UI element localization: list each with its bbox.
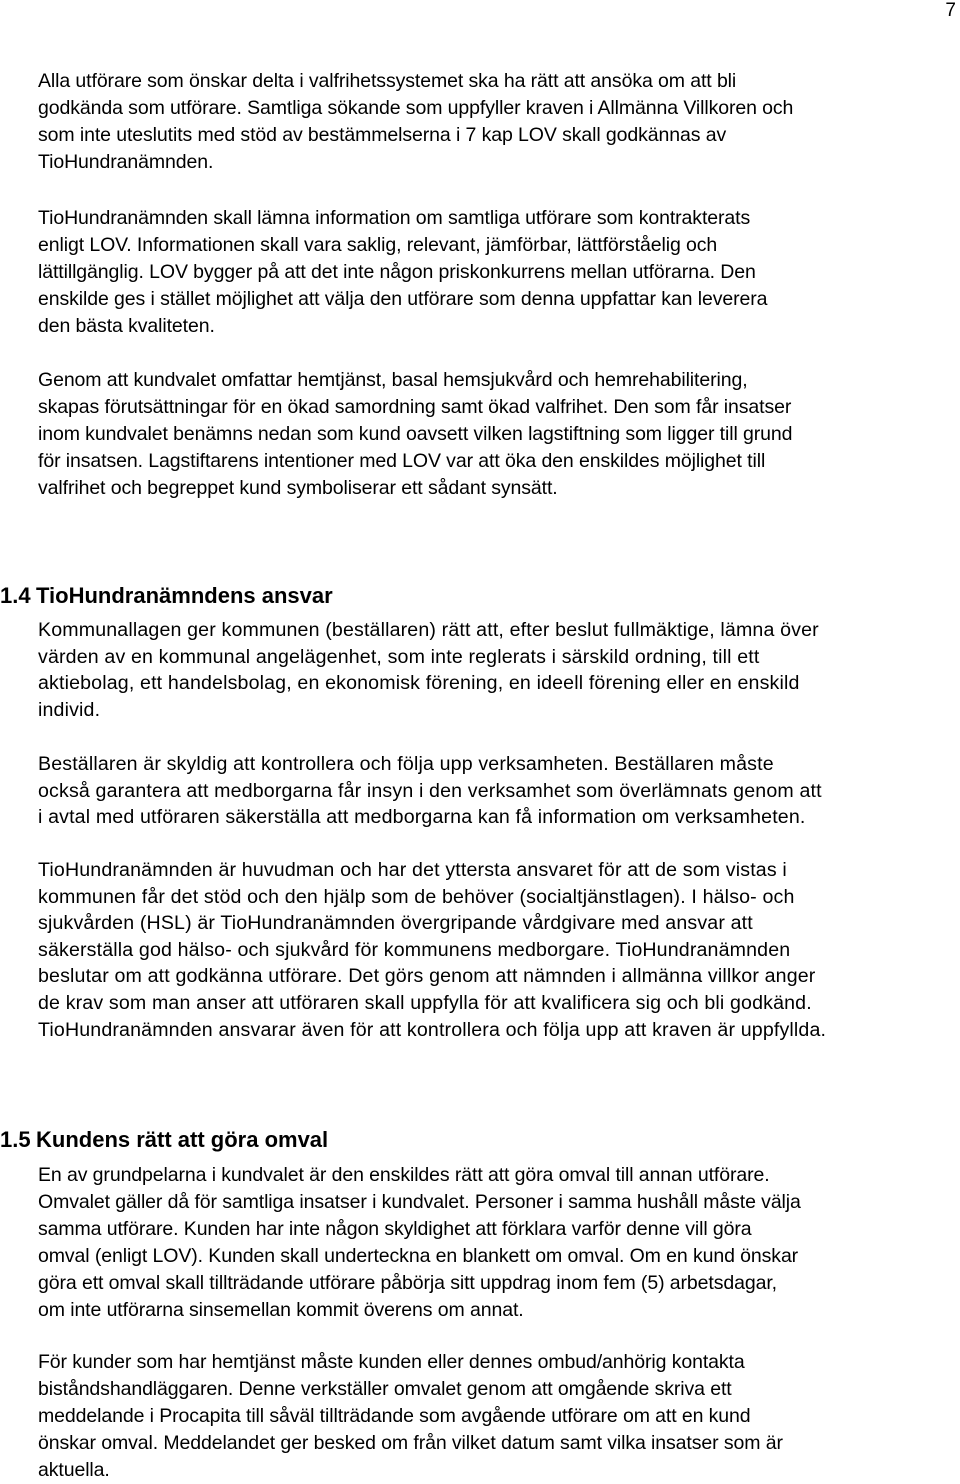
- text-line: de krav som man anser att utföraren skall uppfylla för att kvalificera sig och bli godkänd.: [38, 991, 812, 1014]
- section-1-5-paragraph-2: [38, 1349, 783, 1484]
- text-line: sjukvården (HSL) är TioHundranämnden övergripande vårdgivare med ansvar att: [38, 912, 753, 935]
- section-1-4-paragraph-2: [38, 751, 822, 831]
- text-line: individ.: [38, 698, 101, 721]
- text-line: valfrihet och begreppet kund symboliserar ett sådant synsätt.: [38, 477, 558, 499]
- text-line: TioHundranämnden är huvudman och har det yttersta ansvaret för att de som vistas i: [38, 859, 787, 881]
- text-line: Beställaren är skyldig att kontrollera och följa upp verksamheten. Beställaren måste: [38, 753, 774, 775]
- text-line: För kunder som har hemtjänst måste kunden eller dennes ombud/anhörig kontakta: [38, 1351, 745, 1373]
- section-title: Kundens rätt att göra omval: [36, 1127, 329, 1152]
- text-line: En av grundpelarna i kundvalet är den enskildes rätt att göra omval till annan utförare.: [38, 1164, 770, 1186]
- text-line: den bästa kvaliteten.: [38, 315, 215, 337]
- text-line: för insatsen. Lagstiftarens intentioner med LOV var att öka den enskildes möjlighet till: [38, 450, 766, 472]
- section-number: 1.4: [0, 583, 31, 608]
- text-line: Kommunallagen ger kommunen (beställaren) rätt att, efter beslut fullmäktige, lämna över: [38, 619, 819, 641]
- text-line: Genom att kundvalet omfattar hemtjänst, basal hemsjukvård och hemrehabilitering,: [38, 369, 748, 391]
- section-heading-1-4: [0, 583, 333, 609]
- text-line: godkända som utförare. Samtliga sökande som uppfyller kraven i Allmänna Villkoren och: [38, 97, 794, 119]
- text-line: enskilde ges i stället möjlighet att välja den utförare som denna uppfattar kan leverera: [38, 288, 768, 310]
- text-line: Omvalet gäller då för samtliga insatser i kundvalet. Personer i samma hushåll måste välja: [38, 1191, 801, 1213]
- section-1-4-paragraph-3: [38, 857, 826, 1043]
- section-heading-1-5: [0, 1127, 328, 1153]
- text-line: värden av en kommunal angelägenhet, som inte reglerats i särskild ordning, till ett: [38, 645, 760, 668]
- section-1-4-paragraph-1: [38, 617, 819, 723]
- intro-paragraph-2: [38, 205, 767, 340]
- text-line: Alla utförare som önskar delta i valfrihetssystemet ska ha rätt att ansöka om att bli: [38, 70, 737, 92]
- section-title: TioHundranämndens ansvar: [36, 583, 333, 608]
- intro-paragraph-1: [38, 68, 793, 176]
- text-line: TioHundranämnden.: [38, 151, 214, 173]
- text-line: kommunen får det stöd och den hjälp som de behöver (socialtjänstlagen). I hälso- och: [38, 885, 795, 908]
- text-line: TioHundranämnden skall lämna information om samtliga utförare som kontrakterats: [38, 207, 751, 229]
- text-line: önskar omval. Meddelandet ger besked om från vilket datum samt vilka insatser som är: [38, 1432, 783, 1454]
- text-line: också garantera att medborgarna får insyn i den verksamhet som överlämnats genom att: [38, 779, 822, 802]
- section-number: 1.5: [0, 1127, 31, 1152]
- text-line: säkerställa god hälso- och sjukvård för kommunens medborgare. TioHundranämnden: [38, 938, 791, 961]
- text-line: i avtal med utföraren säkerställa att medborgarna kan få information om verksamheten.: [38, 806, 806, 829]
- text-line: aktiebolag, ett handelsbolag, en ekonomisk förening, en ideell förening eller en enskild: [38, 672, 800, 695]
- text-line: enligt LOV. Informationen skall vara saklig, relevant, jämförbar, lättförståelig och: [38, 234, 718, 256]
- intro-paragraph-3: [38, 367, 792, 502]
- text-line: meddelande i Procapita till såväl tillträdande som avgående utförare om att en kund: [38, 1405, 751, 1427]
- text-line: om inte utförarna sinsemellan kommit överens om annat.: [38, 1299, 524, 1321]
- text-line: aktuella.: [38, 1459, 110, 1481]
- text-line: omval (enligt LOV). Kunden skall underteckna en blankett om omval. Om en kund önskar: [38, 1245, 799, 1267]
- text-line: göra ett omval skall tillträdande utförare påbörja sitt uppdrag inom fem (5) arbetsdagar,: [38, 1272, 777, 1294]
- text-line: biståndshandläggaren. Denne verkställer omvalet genom att omgående skriva ett: [38, 1378, 732, 1400]
- text-line: TioHundranämnden ansvarar även för att kontrollera och följa upp att kraven är uppfyllda.: [38, 1018, 827, 1041]
- text-line: inom kundvalet benämns nedan som kund oavsett vilken lagstiftning som ligger till grund: [38, 423, 793, 445]
- text-line: samma utförare. Kunden har inte någon skyldighet att förklara varför denne vill göra: [38, 1218, 752, 1240]
- section-1-5-paragraph-1: [38, 1162, 801, 1324]
- text-line: som inte uteslutits med stöd av bestämmelserna i 7 kap LOV skall godkännas av: [38, 124, 727, 146]
- text-line: beslutar om att godkänna utförare. Det görs genom att nämnden i allmänna villkor anger: [38, 965, 816, 988]
- text-line: lättillgänglig. LOV bygger på att det inte någon priskonkurrens mellan utförarna. Den: [38, 261, 756, 283]
- text-line: skapas förutsättningar för en ökad samordning samt ökad valfrihet. Den som får insatser: [38, 396, 792, 418]
- page-number: 7: [945, 0, 956, 21]
